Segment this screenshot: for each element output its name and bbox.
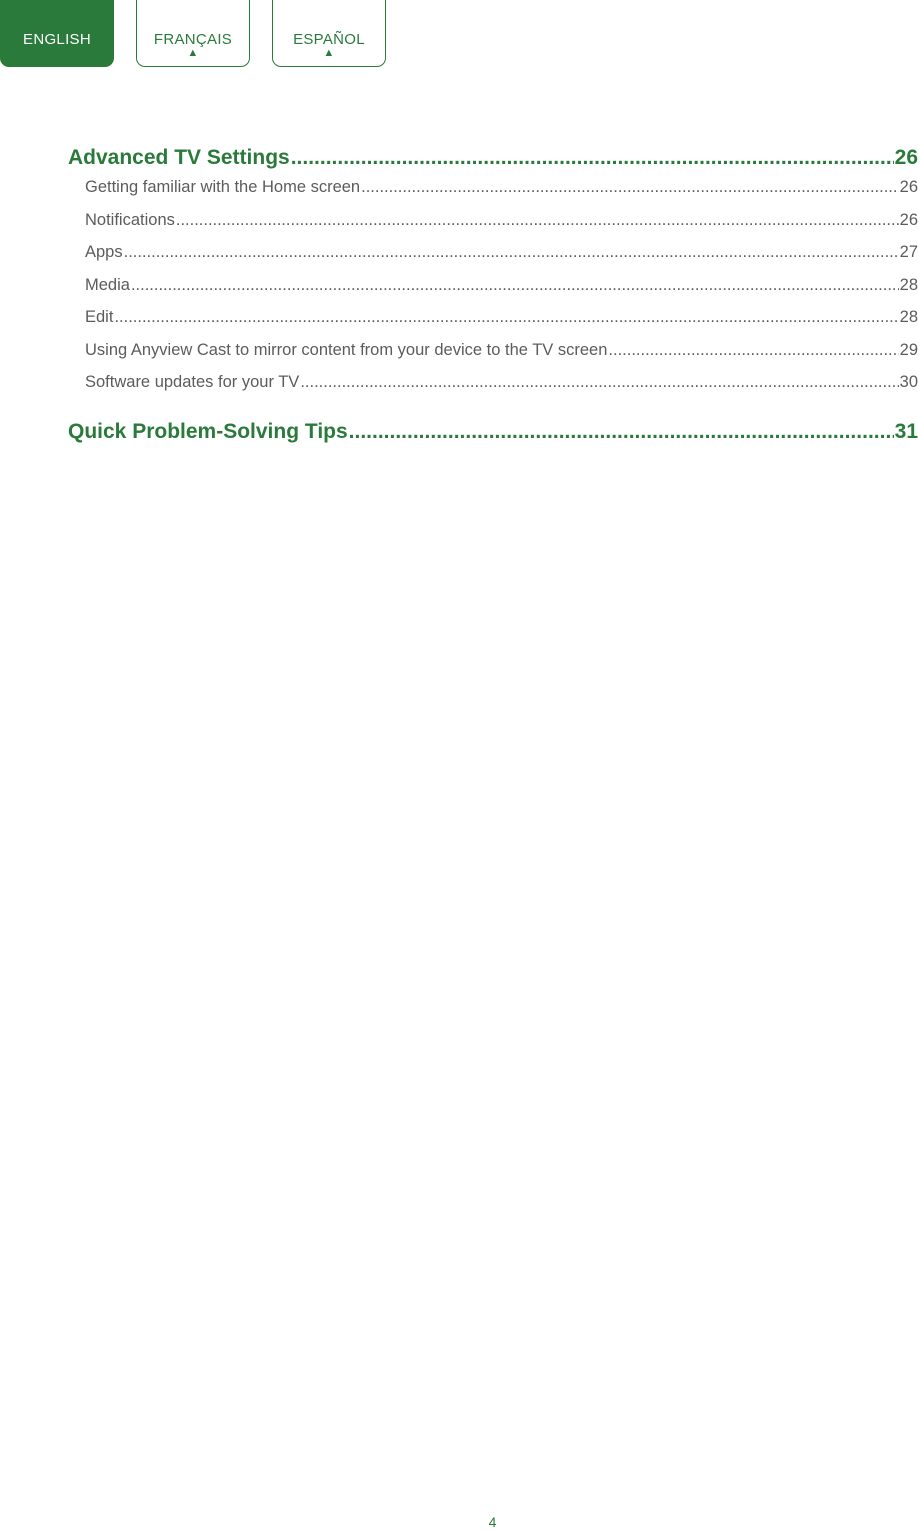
section-spacer bbox=[68, 406, 918, 420]
toc-entry-title: Media bbox=[85, 275, 130, 294]
toc-section-title: Advanced TV Settings bbox=[68, 146, 290, 169]
dot-leader bbox=[349, 420, 894, 444]
toc-section-quick-problem-solving-tips[interactable] bbox=[68, 420, 918, 452]
tab-english[interactable] bbox=[0, 0, 114, 67]
dot-leader bbox=[176, 211, 899, 230]
toc-entry[interactable] bbox=[85, 308, 918, 341]
dot-leader bbox=[291, 146, 894, 170]
toc-entry-page: 26 bbox=[899, 178, 918, 196]
toc-entry[interactable] bbox=[85, 341, 918, 374]
language-tabs bbox=[0, 0, 400, 69]
tab-english-label: ENGLISH bbox=[23, 31, 91, 48]
arrow-up-icon: ▲ bbox=[187, 47, 199, 59]
tab-francais-label: FRANÇAIS bbox=[153, 31, 233, 48]
toc-entry-title: Apps bbox=[85, 243, 123, 261]
dot-leader bbox=[124, 243, 899, 262]
toc-entry[interactable] bbox=[85, 276, 918, 309]
dot-leader bbox=[608, 341, 898, 360]
table-of-contents bbox=[68, 146, 918, 452]
toc-entry-page: 30 bbox=[899, 373, 918, 391]
tab-francais[interactable] bbox=[136, 0, 250, 67]
toc-entry[interactable] bbox=[85, 243, 918, 276]
toc-entry-title: Getting familiar with the Home screen bbox=[85, 178, 361, 196]
toc-entry-page: 27 bbox=[899, 243, 918, 261]
toc-entry-title: Software updates for your TV bbox=[85, 373, 300, 391]
toc-entry-page: 29 bbox=[899, 340, 918, 359]
dot-leader bbox=[131, 276, 899, 295]
arrow-up-icon: ▲ bbox=[323, 47, 335, 59]
toc-entry[interactable] bbox=[85, 178, 918, 211]
toc-section-page: 26 bbox=[894, 146, 918, 169]
toc-entry-title: Notifications bbox=[85, 210, 175, 229]
tab-espanol[interactable] bbox=[272, 0, 386, 67]
toc-entry-page: 26 bbox=[899, 210, 918, 229]
dot-leader bbox=[300, 373, 898, 392]
toc-entry-title: Using Anyview Cast to mirror content from your device to the TV screen bbox=[85, 340, 608, 359]
toc-entry-page: 28 bbox=[899, 275, 918, 294]
tab-espanol-label: ESPAÑOL bbox=[293, 31, 365, 48]
dot-leader bbox=[361, 178, 899, 197]
page-number: 4 bbox=[488, 1514, 497, 1530]
toc-section-page: 31 bbox=[894, 419, 918, 443]
toc-entry[interactable] bbox=[85, 373, 918, 406]
toc-section-advanced-tv-settings[interactable] bbox=[68, 146, 918, 178]
toc-entry-page: 28 bbox=[899, 308, 918, 326]
toc-entry-title: Edit bbox=[85, 308, 114, 326]
dot-leader bbox=[114, 308, 898, 327]
toc-entry[interactable] bbox=[85, 211, 918, 244]
toc-section-title: Quick Problem-Solving Tips bbox=[68, 419, 348, 443]
